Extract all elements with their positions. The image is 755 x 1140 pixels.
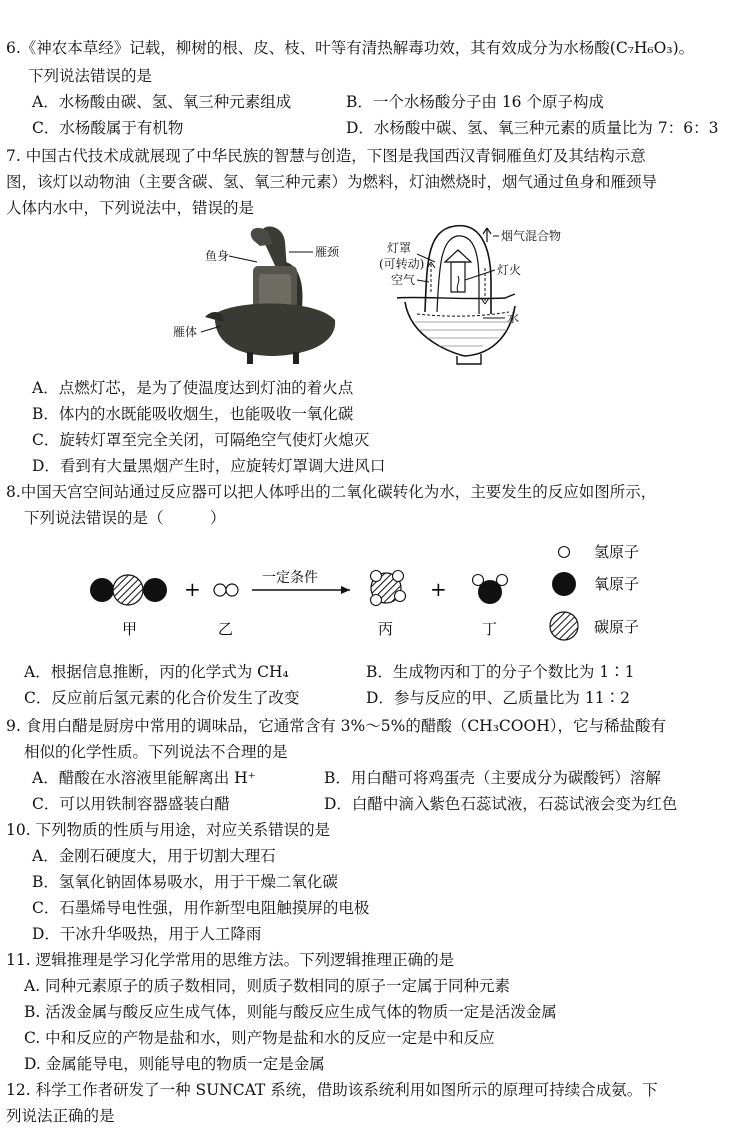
q7-stem-line3: 人体内水中，下列说法中，错误的是 [6,199,255,217]
q6-option-b: B．一个水杨酸分子由 16 个原子构成 [346,93,604,111]
q6-option-d: D．水杨酸中碳、氢、氧三种元素的质量比为 7：6：3 [346,119,719,137]
legend-carbon: 碳原子 [594,618,640,636]
q8-stem-line1: 8.中国天宫空间站通过反应器可以把人体呼出的二氧化碳转化为水，主要发生的反应如图所示， [6,483,657,501]
label-flame: 灯火 [497,263,522,277]
legend [550,543,639,640]
molecule-ding [473,575,508,605]
q6-option-c: C．水杨酸属于有机物 [32,119,184,137]
label-goose-neck: 雁颈 [315,245,340,259]
q8-reaction-figure [80,538,680,648]
q10-stem: 10. 下列物质的性质与用途，对应关系错误的是 [6,821,331,839]
q8-option-a: A．根据信息推断，丙的化学式为 CH₄ [24,663,289,681]
q9-option-c: C．可以用铁制容器盛装白醋 [32,795,230,813]
q10-option-c: C．石墨烯导电性强，用作新型电阻触摸屏的电极 [32,899,370,917]
q9-option-d: D．白醋中滴入紫色石蕊试液，石蕊试液会变为红色 [324,795,678,813]
q9-stem-line1: 9. 食用白醋是厨房中常用的调味品，它通常含有 3%～5%的醋酸（CH₃COOH），它与稀盐酸有 [6,717,666,735]
molecule-yi [214,584,238,596]
label-goose-body: 雁体 [173,325,198,339]
q8-stem-line2: 下列说法错误的是（ ） [24,509,226,527]
q10-option-b: B．氢氧化钠固体易吸水，用于干燥二氧化碳 [32,873,338,891]
label-ding: 丁 [482,620,498,638]
q10-option-d: D．干冰升华吸热，用于人工降雨 [32,925,262,943]
q12-stem-line2: 列说法正确的是 [6,1107,115,1125]
label-yi: 乙 [218,620,234,638]
label-bing: 丙 [378,620,394,638]
q11-option-d: D. 金属能导电，则能导电的物质一定是金属 [24,1055,325,1073]
q7-option-d: D．看到有大量黑烟产生时，应旋转灯罩调大进风口 [32,457,386,475]
reaction-condition: 一定条件 [262,570,318,586]
molecule-bing [371,571,406,606]
q7-option-b: B．体内的水既能吸收烟生，也能吸收一氧化碳 [32,405,354,423]
q9-option-b: B．用白醋可将鸡蛋壳（主要成分为碳酸钙）溶解 [324,769,661,787]
plus-1: + [184,577,201,601]
q8-option-c: C．反应前后氢元素的化合价发生了改变 [24,689,300,707]
q7-stem-line2: 图，该灯以动物油（主要含碳、氢、氧三种元素）为燃料，灯油燃烧时，烟气通过鱼身和雁颈导 [6,173,658,191]
q11-option-b: B. 活泼金属与酸反应生成气体，则能与酸反应生成气体的物质一定是活泼金属 [24,1003,557,1021]
label-fish-body: 鱼身 [205,249,230,263]
q11-stem: 11. 逻辑推理是学习化学常用的思维方法。下列逻辑推理正确的是 [6,951,455,969]
q7-option-c: C．旋转灯罩至完全关闭，可隔绝空气使灯火熄灭 [32,431,370,449]
label-jia: 甲 [122,620,138,638]
q6-option-a: A．水杨酸由碳、氢、氧三种元素组成 [32,93,292,111]
legend-hydrogen: 氢原子 [594,543,640,561]
q8-option-b: B．生成物丙和丁的分子个数比为 1∶1 [366,663,635,681]
q7-option-a: A．点燃灯芯，是为了使温度达到灯油的着火点 [32,379,354,397]
q7-lamp-figure [165,222,595,372]
molecule-jia [90,575,167,605]
q9-stem-line2: 相似的化学性质。下列说法不合理的是 [24,743,288,761]
label-water: 水 [507,311,520,325]
q10-option-a: A．金刚石硬度大，用于切割大理石 [32,847,276,865]
label-smoke-mix: 烟气混合物 [501,229,562,243]
q11-option-a: A. 同种元素原子的质子数相同，则质子数相同的原子一定属于同种元素 [24,977,511,995]
q12-stem-line1: 12. 科学工作者研发了一种 SUNCAT 系统，借助该系统利用如图所示的原理可持续合成氨。下 [6,1081,658,1099]
label-air: 空气 [391,273,416,287]
q6-stem-line2: 下列说法错误的是 [28,67,153,85]
q11-option-c: C. 中和反应的产物是盐和水，则产物是盐和水的反应一定是中和反应 [24,1029,495,1047]
legend-oxygen: 氧原子 [594,575,640,593]
lamp-structure-diagram [397,226,515,364]
q8-option-d: D．参与反应的甲、乙质量比为 11∶2 [366,689,630,707]
label-lamp-cover: 灯罩 [387,241,412,255]
q9-option-a: A．醋酸在水溶液里能解离出 H⁺ [32,769,256,787]
q7-stem-line1: 7. 中国古代技术成就展现了中华民族的智慧与创造，下图是我国西汉青铜雁鱼灯及其结构示意 [6,147,646,165]
label-rotatable: (可转动) [379,257,425,271]
plus-2: + [430,577,447,601]
q6-stem-line1: 6.《神农本草经》记载，柳树的根、皮、枝、叶等有清热解毒功效，其有效成分为水杨酸(C₇H₆O₃)。 [6,39,695,57]
